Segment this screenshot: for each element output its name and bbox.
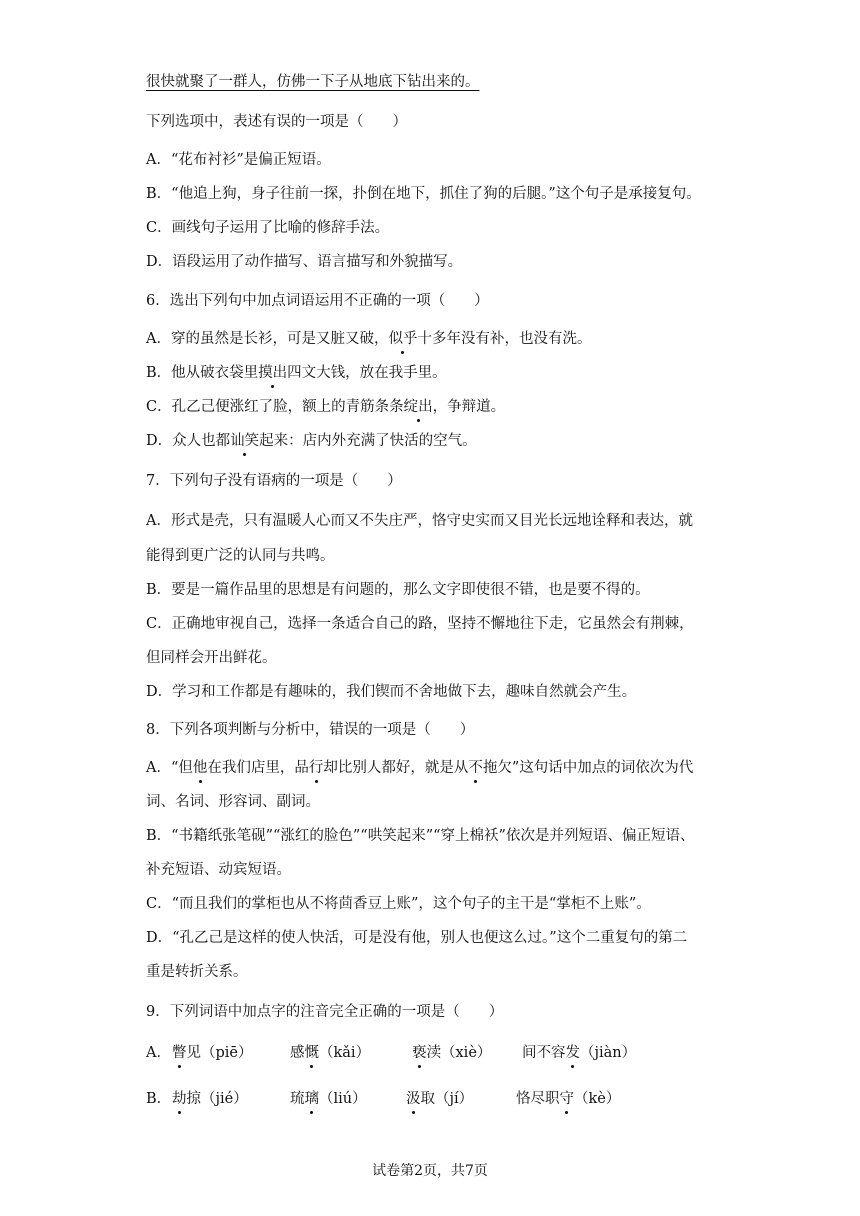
word-3: [412, 1043, 491, 1063]
dotted-word: 不: [468, 760, 483, 776]
dotted-char: 劫: [172, 1091, 187, 1107]
q7-option-b: B．要是一篇作品里的思想是有问题的，那么文字即使很不错，也是要不得的。: [146, 582, 650, 598]
text: 琉: [290, 1091, 305, 1107]
q6-option-d: [146, 431, 477, 451]
option-a: A．“花布衬衫”是偏正短语。: [146, 152, 331, 168]
word-4: [522, 1043, 636, 1063]
dotted-word: 摸出: [258, 365, 288, 381]
q9-option-b: [146, 1089, 746, 1111]
text: （liú）: [319, 1091, 367, 1107]
dotted-char: 守: [559, 1091, 574, 1107]
dotted-word: 似乎: [388, 331, 418, 347]
dotted-char: 汲: [406, 1091, 421, 1107]
q9-option-a: [146, 1043, 746, 1065]
dotted-word: 行: [308, 760, 324, 776]
dotted-char: 慨: [304, 1045, 319, 1061]
q7-option-c: C．正确地审视自己，选择一条适合自己的路，坚持不懈地往下走，它虽然会有荆棘，: [146, 616, 694, 632]
text: A．“但: [146, 760, 193, 776]
text: （kǎi）: [319, 1045, 371, 1061]
underlined-passage-sentence: 很快就聚了一群人，仿佛一下子从地底下钻出来的。: [146, 74, 480, 90]
text: ，争辩道。: [432, 399, 506, 415]
q8-option-d: D．“孔乙己是这样的使人快活，可是没有他，别人也便这么过。”这个二重复句的第二: [146, 930, 688, 946]
dotted-char: 瞥: [172, 1045, 187, 1061]
text: 取（jí）: [420, 1091, 474, 1107]
word-3: [406, 1089, 473, 1109]
question-8-stem: 8．下列各项判断与分析中，错误的一项是（ ）: [146, 722, 475, 738]
q8-option-b: B．“书籍纸张笔砚”“涨红的脸色”“哄笑起来”“穿上棉袄”依次是并列短语、偏正短语、: [146, 828, 695, 844]
question-stem: 下列选项中，表述有误的一项是（ ）: [146, 114, 407, 130]
page-footer: 试卷第2页，共7页: [372, 1163, 488, 1179]
text: A．穿的虽然是长衫，可是又脏又破，: [146, 331, 389, 347]
q7-option-c-cont: 但同样会开出鲜花。: [146, 650, 277, 666]
dotted-char: 发: [565, 1045, 580, 1061]
word-2: [290, 1043, 370, 1063]
text: 见（piē）: [186, 1045, 253, 1061]
text: 掠（jié）: [186, 1091, 248, 1107]
q8-option-b-cont: 补充短语、动宾短语。: [146, 862, 291, 878]
q8-option-a: [146, 758, 693, 778]
text: 恪尽职: [516, 1091, 560, 1107]
q8-option-c: C．“而且我们的掌柜也从不将茴香豆上账”，这个句子的主干是“掌柜不上账”。: [146, 896, 651, 912]
q6-option-a: [146, 329, 591, 349]
text: （kè）: [574, 1091, 621, 1107]
q8-option-a-cont: 词、名词、形容词、副词。: [146, 794, 320, 810]
option-c: C．画线句子运用了比喻的修辞手法。: [146, 220, 390, 236]
dotted-word: 他: [192, 760, 208, 776]
text: 十多年没有补，也没有洗。: [417, 331, 592, 347]
q8-option-d-cont: 重是转折关系。: [146, 964, 248, 980]
text: （jiàn）: [580, 1045, 637, 1061]
q7-option-d: D．学习和工作都是有趣味的，我们锲而不舍地做下去，趣味自然就会产生。: [146, 684, 637, 700]
text: 间不容: [522, 1045, 566, 1061]
q7-option-a-cont: 能得到更广泛的认同与共鸣。: [146, 548, 335, 564]
dotted-char: 璃: [304, 1091, 319, 1107]
option-d: D．语段运用了动作描写、语言描写和外貌描写。: [146, 254, 463, 270]
text: 在我们店里，品: [207, 760, 309, 776]
text: B．他从破衣袋里: [146, 365, 259, 381]
word-2: [290, 1089, 367, 1109]
dotted-word: 绽出: [403, 399, 433, 415]
q6-option-c: [146, 397, 505, 417]
q6-option-b: [146, 363, 447, 383]
question-9-stem: 9．下列词语中加点字的注音完全正确的一项是（ ）: [146, 1004, 504, 1020]
option-label: B．: [146, 1091, 172, 1107]
option-b: B．“他追上狗，身子往前一探，扑倒在地下，抓住了狗的后腿。”这个句子是承接复句。: [146, 186, 701, 202]
text: 四文大钱，放在我手里。: [287, 365, 447, 381]
dotted-word: 讪笑: [230, 433, 260, 449]
text: 拖欠”这句话中加点的词依次为代: [482, 760, 694, 776]
option-label: A．: [146, 1045, 171, 1061]
question-7-stem: 7．下列句子没有语病的一项是（ ）: [146, 473, 402, 489]
text: D．众人也都: [146, 433, 231, 449]
text: C．孔乙己便涨红了脸，额上的青筋条条: [146, 399, 404, 415]
text: 却比别人都好，就是从: [323, 760, 469, 776]
dotted-char: 亵: [412, 1045, 427, 1061]
word-1: [172, 1043, 253, 1063]
word-1: [172, 1089, 248, 1109]
text: 感: [290, 1045, 305, 1061]
word-4: [516, 1089, 620, 1109]
question-6-stem: 6．选出下列句中加点词语运用不正确的一项（ ）: [146, 293, 489, 309]
q7-option-a: A．形式是壳，只有温暖人心而又不失庄严，恪守史实而又目光长远地诠释和表达，就: [146, 513, 693, 529]
text: 起来：店内外充满了快活的空气。: [259, 433, 477, 449]
text: 渎（xiè）: [426, 1045, 492, 1061]
